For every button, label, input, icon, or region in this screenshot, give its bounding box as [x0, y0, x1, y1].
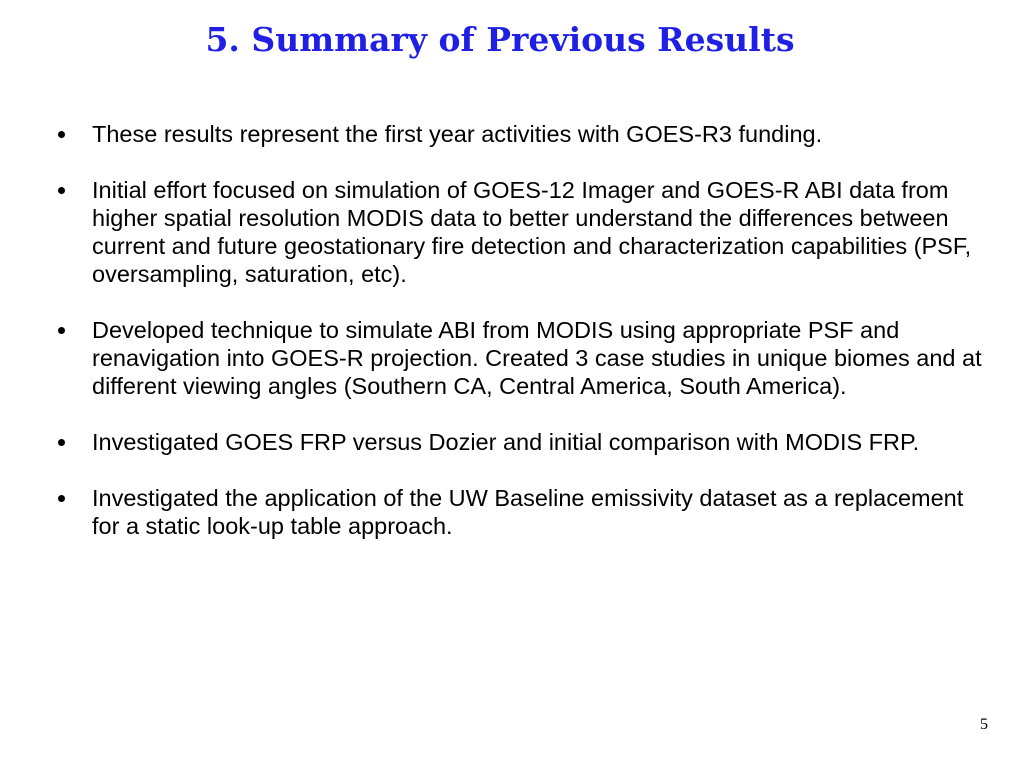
slide-title: 5. Summary of Previous Results: [205, 20, 795, 59]
bullet-dot-icon: [58, 187, 65, 194]
bullet-dot-icon: [58, 327, 65, 334]
bullet-item: [52, 120, 982, 148]
bullet-item: [52, 428, 982, 456]
bullet-item: [52, 484, 982, 540]
bullet-text: Investigated the application of the UW Baseline emissivity dataset as a replacement for a static look-up table approach.: [92, 485, 964, 539]
bullet-item: [52, 176, 982, 288]
bullet-dot-icon: [58, 439, 65, 446]
bullet-text: These results represent the first year activities with GOES-R3 funding.: [92, 121, 823, 147]
bullet-text: Developed technique to simulate ABI from MODIS using appropriate PSF and renavigation into GOES-R projection. Created 3 case studies in unique biomes and at different viewing angles (Southern CA, Central America, South America).: [92, 317, 982, 399]
bullet-text: Initial effort focused on simulation of GOES-12 Imager and GOES-R ABI data from higher spatial resolution MODIS data to better understand the differences between current and future geostationary fire detection and characterization capabilities (PSF, oversampling, saturation, etc).: [92, 177, 972, 287]
bullet-text: Investigated GOES FRP versus Dozier and initial comparison with MODIS FRP.: [92, 429, 920, 455]
bullet-dot-icon: [58, 495, 65, 502]
page-number: 5: [980, 716, 988, 733]
bullet-list: [52, 120, 982, 568]
bullet-item: [52, 316, 982, 400]
bullet-dot-icon: [58, 131, 65, 138]
